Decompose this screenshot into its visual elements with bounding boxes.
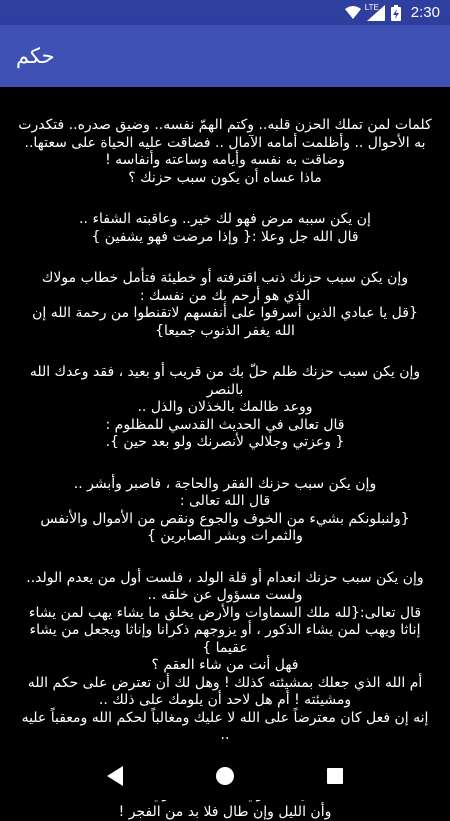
- paragraph-line: قال الله تعالى :: [16, 493, 434, 511]
- paragraph-line: الذي هو أرحم بك من نفسك :: [16, 288, 434, 306]
- paragraph-line: وضاقت به نفسه وأيامه وساعته وأنفاسه !: [16, 152, 434, 170]
- paragraph: [16, 570, 434, 745]
- paragraph-line: كلمات لمن تملك الحزن قلبه.. وكتم الهمّ نفسه.. وضيق صدره.. فتكدرت: [16, 117, 434, 135]
- paragraph-line: قال تعالى في الحديث القدسي للمظلوم :: [16, 417, 434, 435]
- network-type-label: LTE: [365, 3, 379, 12]
- paragraph-line: ولست مسؤول عن خلقه ..: [16, 587, 434, 605]
- navigation-bar: [0, 752, 450, 800]
- battery-charging-icon: [391, 5, 401, 21]
- paragraph-line: ومشيئته ! أم هل لاحد أن يلومك على ذلك ..: [16, 692, 434, 710]
- paragraph-line: ماذا عساه أن يكون سبب حزنك ؟: [16, 170, 434, 188]
- paragraph-line: وأن الليل وإن طال فلا بد من الفجر !: [16, 804, 434, 821]
- paragraph-line: وإن يكن سبب حزنك ذنب اقترفته أو خطيئة فتأمل خطاب مولاك: [16, 270, 434, 288]
- paragraph: [16, 270, 434, 340]
- paragraph-line: ووعد ظالمك بالخذلان والذل ..: [16, 399, 434, 417]
- app-title: حكم: [16, 44, 55, 68]
- paragraph: [16, 364, 434, 452]
- status-time: 2:30: [411, 4, 440, 21]
- content-area[interactable]: [0, 87, 450, 752]
- paragraph-line: وإن يكن سبب حزنك ظلم حلّ بك من قريب أو بعيد ، فقد وعدك الله بالنصر: [16, 364, 434, 399]
- paragraph-line: {قل يا عبادي الذين أسرفوا على أنفسهم لاتقنطوا من رحمة الله إن: [16, 305, 434, 323]
- paragraph-line: إن يكن سببه مرض فهو لك خير.. وعاقبته الشفاء ..: [16, 211, 434, 229]
- app-bar: [0, 25, 450, 87]
- home-icon: [214, 765, 236, 787]
- paragraph-line: به الأحوال .. وأظلمت أمامه الآمال .. فضاقت عليه الحياة على سعتها..: [16, 135, 434, 153]
- paragraph-line: قال الله جل وعلا :{ وإذا مرضت فهو يشفين }: [16, 229, 434, 247]
- paragraph-line: {ولنبلونكم بشيء من الخوف والجوع ونقص من الأموال والأنفس: [16, 511, 434, 529]
- cellular-signal-icon: [367, 5, 385, 21]
- paragraph-line: { وعزتي وجلالي لأنصرنك ولو بعد حين }.: [16, 434, 434, 452]
- paragraph-line: إنه إن فعل كان معترضاً على الله لا عليك ومغالباً لحكم الله ومعقباً عليه ..: [16, 710, 434, 745]
- status-bar: [0, 0, 450, 25]
- paragraph-line: وإن يكن سبب حزنك الفقر والحاجة ، فاصبر وأبشر ..: [16, 476, 434, 494]
- paragraph: [16, 476, 434, 546]
- paragraph: [16, 117, 434, 187]
- home-button[interactable]: [211, 762, 239, 790]
- recents-icon: [326, 767, 344, 785]
- paragraph-list: [16, 117, 434, 821]
- paragraph-line: وإن يكن سبب حزنك انعدام أو قلة الولد ، فلست أول من يعدم الولد..: [16, 570, 434, 588]
- back-button[interactable]: [101, 762, 129, 790]
- paragraph-line: أم الله الذي جعلك بمشيئته كذلك ! وهل لك أن تعترض على حكم الله: [16, 675, 434, 693]
- paragraph-line: قال تعالى:{لله ملك السماوات والأرض يخلق ما يشاء يهب لمن يشاء: [16, 605, 434, 623]
- paragraph-line: فهل أنت من شاء العقم ؟: [16, 657, 434, 675]
- paragraph: [16, 211, 434, 246]
- back-icon: [105, 765, 125, 787]
- wifi-icon: [345, 6, 361, 20]
- paragraph-line: إناثا ويهب لمن يشاء الذكور ، أو يزوجهم ذكرانا وإناثا ويجعل من يشاء عقيما }: [16, 622, 434, 657]
- paragraph-line: الله يغفر الذنوب جميعا}: [16, 323, 434, 341]
- paragraph-line: والثمرات وبشر الصابرين }: [16, 528, 434, 546]
- recents-button[interactable]: [321, 762, 349, 790]
